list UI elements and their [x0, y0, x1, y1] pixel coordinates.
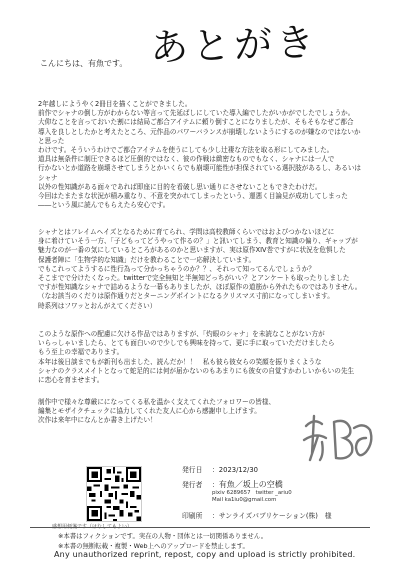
publication-date: 発行日 ：2023/12/30	[182, 466, 258, 474]
divider	[30, 527, 370, 528]
qr-code-icon[interactable]	[86, 466, 142, 522]
date-value: 2023/12/30	[218, 466, 258, 474]
paragraph-2: シャナとはフレイムヘイズとなるために育てられ、学問は高校教師くらいではおよびつかないほどに 身に着けていそう一方、「子どもってどうやって作るの？」と訊いてしまう、教育と知識の偏り、ギャップが 魅力なのが一番の気にしているところがあるのかと思いますが、実は原作XIV巻ですがに状況を危惧した 保護者陣に「生物学的な知識」だけを教わることで一応解決しています。 でもこれってようするに性行為って分かっちゃうのか？？、それって知ってるんでしょうか？ そこまでで分けたくなった。twitterで完全無知と半無知どっちがいい？とアンケートも取ったりしました ですが性知識なシャナで詰めるような一幕もありましたが、ほぼ原作の道筋から外れたものではありません。 （なお該当のくだりは原作通りだとターニングポイントになるクリスマス寸前になってしまいます。 時系列はフワッとおんがえてください）	[38, 228, 362, 310]
pixiv-id[interactable]: pixiv 6289657	[212, 490, 251, 496]
twitter-handle[interactable]: twitter _ariu0	[255, 490, 292, 496]
publisher-name: 有魚／坂上の空橋	[218, 480, 283, 489]
social-handles	[212, 490, 292, 496]
publisher-label: 発行者	[182, 481, 203, 489]
reprint-notice-ja: ※本書の無断転載・複製・Web上へのアップロードを禁止します。	[58, 542, 249, 550]
signature-image	[300, 408, 378, 466]
reprint-notice-en: Any unauthorized reprint, repost, copy and upload is strictly prohibited.	[54, 550, 356, 559]
printer-name: サンライズパブリケーション(株) 様	[218, 512, 332, 520]
paragraph-3: このような原作への配慮に欠ける作品ではありますが、「灼眼のシャナ」を未読なことがない方が いらっしゃいましたら、とても面白いので少しでも興味を持って、更に手に取っていただけましたら もう至上の幸福であります。 本年は後日談までもが新刊も出ました、読んだか！！ 私も彼ら彼女らの笑顔を振りまくような シャナのクラスメイトとなって蛇足的には何が届かないのもあまりにも彼女の自覚すかわしいかもいの先生 に恋心を育ませます。	[38, 330, 355, 385]
printer-label: 印刷所	[182, 512, 203, 520]
paragraph-1: 2年越しにようやく2冊目を描くことができました。 前作でシャナの倒し方がわからない等言って先延ばしにしていた導入編でしたがいかがでしたでしょうか。 大仰なことを言っておいた割には結局ご都合アイテムに頼り倒すことになりましたが、そもそもなぜご都合 導入を良しとしたかと考えたところ、元作品のパワーバランスが崩壊しないようにするのが嫌なのではないかと思った わけです。そういうわけでご都合アイテムを使うにしても少し辻褄な方法を取る形にしてみました。 道具は無条件に制圧できるほど圧倒的ではなく、彼の作戦は緻密なものでもなく、シャナには一人で 行かないとか道路を崩壊させてしまうとかいくらでも崩壊可能性が担保されている選択肢があるし、あるいはシャナ 以外の性知識がある面々であれば即座に目的を看破し思い通りにさせないこともできたわけだ。 今回はたまたまな状況が積み重なり、不意を突かれてしまったという、運悪く目論見が成功してしまった ――という風に読んでもらえたら安心です。	[38, 100, 362, 210]
printer-line: 印刷所 ：サンライズパブリケーション(株) 様	[182, 512, 332, 520]
publisher-block: 発行者 ：有魚／坂上の空橋	[182, 480, 283, 489]
greeting: こんにちは、有魚です。	[40, 59, 128, 68]
mail-address[interactable]: Mail ka1iu0@gmail.com	[212, 497, 277, 503]
date-label: 発行日	[182, 466, 203, 474]
paragraph-4: 制作中で様々な尊厳にになってくる私を温かく支えてくれたフォロワーの皆様、 編集とモザイクチェックに協力してくれた友人に心から感謝申し上げます。 次作は来年中になんとか書き上げたい！	[38, 398, 276, 425]
afterword-title: あとがき	[149, 20, 319, 70]
fiction-notice: ※本書はフィクションです。実在の人物・団体とは一切関係ありません。	[58, 532, 268, 540]
qr-caption: 感想用便箋です（はなしてもよい）	[52, 524, 133, 530]
